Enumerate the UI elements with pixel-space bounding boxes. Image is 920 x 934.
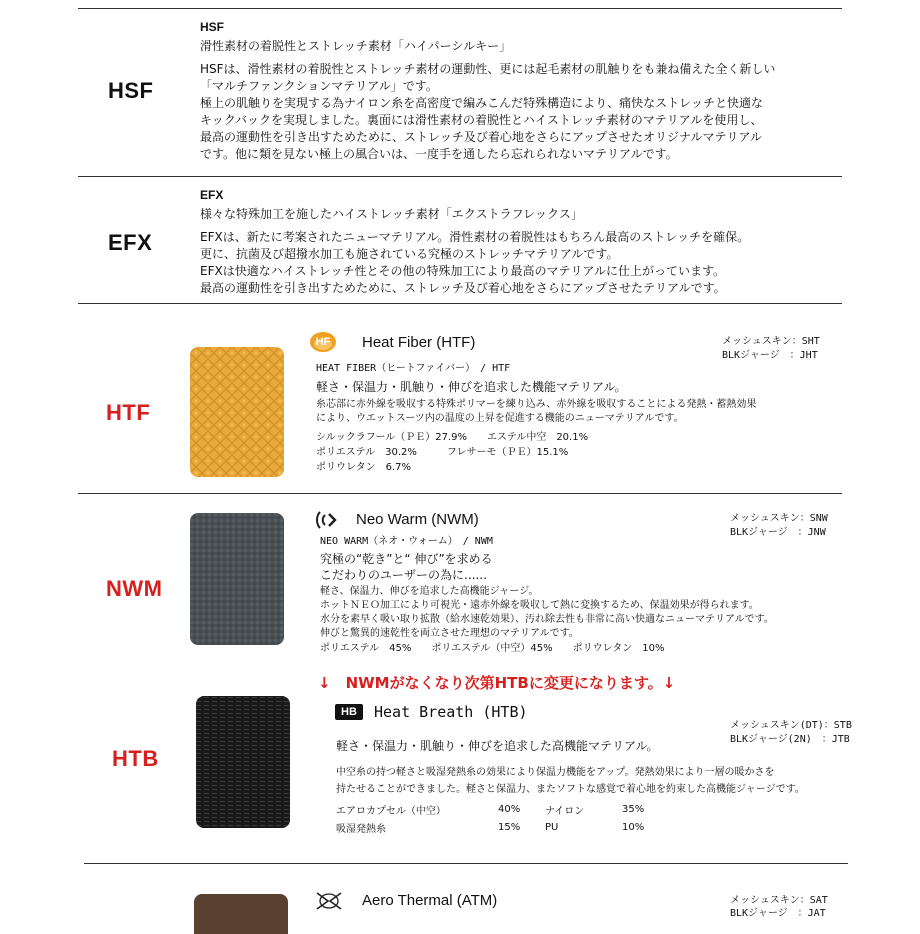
- nwm-composition: ポリエステル 45% ポリエステル（中空）45% ポリウレタン 10%: [320, 643, 665, 654]
- htb-tagline: 軽さ・保温力・肌触り・伸びを追求した高機能マテリアル。: [336, 739, 659, 753]
- htb-jersey-code: BLKジャージ(2N) ：JTB: [730, 734, 850, 745]
- htb-comp-pct: 10%: [622, 821, 645, 833]
- nwm-catch-line-2: こだわりのユーザーの為に......: [320, 568, 487, 582]
- nwm-swatch-texture: [190, 513, 284, 645]
- htf-desc-line: により、ウエットスーツ内の温度の上昇を促進する機能のニューマテリアルです。: [316, 413, 684, 424]
- htf-tagline: 軽さ・保温力・肌触り・伸びを追求した機能マテリアル。: [316, 380, 627, 394]
- nwm-skin-code: メッシュスキン：SNW: [730, 513, 828, 524]
- table-row: [336, 818, 656, 836]
- divider-top: [78, 8, 842, 9]
- nwm-desc-line: 水分を素早く吸い取り拡散（給水速乾効果）、汚れ除去性も非常に高い快適なニューマテリアルです。: [320, 614, 774, 625]
- htf-title: Heat Fiber (HTF): [362, 334, 476, 351]
- efx-body-line: 最高の運動性を引き出すためために、ストレッチ及び着心地をさらにアップさせたテリアルです。: [200, 281, 726, 295]
- htb-comp-pct: 40%: [498, 803, 521, 815]
- htb-composition-table: [336, 800, 656, 836]
- hsf-heading-code: HSF: [200, 20, 224, 34]
- htb-comp-pct: 35%: [622, 803, 645, 815]
- htb-title: Heat Breath (HTB): [374, 703, 528, 721]
- htb-swatch-texture: [196, 696, 290, 828]
- htb-desc: [336, 764, 805, 798]
- nwm-desc-line: 軽さ、保温力、伸びを追求した高機能ジャージ。: [320, 586, 539, 597]
- htb-comp-pct: 15%: [498, 821, 521, 833]
- htb-logo-icon: [334, 702, 364, 722]
- nwm-fabric-swatch: [190, 513, 284, 645]
- nwm-desc-line: 伸びと驚異的速乾性を両立させた理想のマテリアルです。: [320, 628, 579, 639]
- nwm-desc: [320, 585, 774, 641]
- warm-waves-icon: [314, 510, 338, 530]
- htf-code: HTF: [106, 400, 151, 425]
- hsf-code: HSF: [108, 78, 154, 103]
- nwm-jersey-code: BLKジャージ ：JNW: [730, 527, 826, 538]
- efx-body-line: 更に、抗菌及び超撥水加工も施されている究極のストレッチマテリアルです。: [200, 247, 619, 261]
- htf-composition: [316, 430, 588, 475]
- divider-htf-nwm: [78, 493, 842, 494]
- htb-desc-line: 持たせることができました。軽さと保温力、またソフトな感覚で着心地を約束した高機能ジャージです。: [336, 784, 805, 795]
- aero-thermal-icon: [314, 890, 344, 912]
- htb-code: HTB: [112, 746, 159, 771]
- efx-subtitle: 様々な特殊加工を施したハイストレッチ素材「エクストラフレックス」: [200, 207, 583, 221]
- htf-desc: [316, 398, 756, 426]
- htf-comp-line: シルックラフール（ＰＥ）27.9% エステル中空 20.1%: [316, 432, 589, 443]
- nwm-title: Neo Warm (NWM): [356, 511, 479, 528]
- htf-swatch-texture: [190, 347, 284, 477]
- hsf-body-line: HSFは、滑性素材の着脱性とストレッチ素材の運動性、更には起毛素材の肌触りをも兼ね備えた全く新しい: [200, 62, 776, 76]
- htb-desc-line: 中空糸の持つ軽さと吸湿発熱糸の効果により保温力機能をアップ。発熱効果により一層の暖かさを: [336, 767, 775, 778]
- htf-logo-icon: [309, 331, 337, 353]
- hsf-body-line: です。他に類を見ない極上の風合いは、一度手を通したら忘れられないマテリアルです。: [200, 147, 678, 161]
- efx-body-line: EFXは快適なハイストレッチ性とその他の特殊加工により最高のマテリアルに仕上がっています。: [200, 264, 726, 278]
- hsf-body-line: 「マルチファンクションマテリアル」です。: [200, 79, 438, 93]
- hsf-body-line: キックバックを実現しました。裏面には滑性素材の着脱性とハイストレッチ素材のマテリアルを使用し、: [200, 113, 763, 127]
- htf-fabric-swatch: [190, 347, 284, 477]
- nwm-code: NWM: [106, 576, 163, 601]
- divider-htb-atm: [84, 863, 848, 864]
- atm-logo-icon: [314, 890, 344, 912]
- divider-efx-htf: [78, 303, 842, 304]
- nwm-logo-icon: [314, 510, 338, 530]
- efx-code: EFX: [108, 230, 153, 255]
- efx-body: [200, 229, 749, 297]
- nwm-desc-line: ホットＮＥＯ加工により可視光・遠赤外線を吸収して熱に変換するため、保温効果が得られます。: [320, 600, 759, 611]
- atm-jersey-code: BLKジャージ ：JAT: [730, 908, 826, 919]
- atm-title: Aero Thermal (ATM): [362, 892, 498, 909]
- nwm-name-line: NEO WARM（ネオ・ウォーム） / NWM: [320, 536, 493, 547]
- htf-comp-line: ポリエステル 30.2% フレサーモ（ＰＥ）15.1%: [316, 447, 569, 458]
- hsf-body-line: 最高の運動性を引き出すためために、ストレッチ及び着心地をさらにアップさせたオリジナルマテリアル: [200, 130, 762, 144]
- hsf-body-line: 極上の肌触りを実現する為ナイロン糸を高密度で編みこんだ特殊構造により、痛快なストレッチと快適な: [200, 96, 764, 110]
- atm-skin-code: メッシュスキン：SAT: [730, 895, 828, 906]
- nwm-catch-line-1: 究極の“乾き”と“ 伸び”を求める: [320, 552, 493, 566]
- hsf-subtitle: 滑性素材の着脱性とストレッチ素材「ハイパーシルキー」: [200, 39, 512, 53]
- replacement-notice: ↓ NWMがなくなり次第HTBに変更になります。↓: [318, 674, 676, 692]
- htf-name-line: HEAT FIBER（ヒートファイバー） / HTF: [316, 363, 511, 374]
- htb-logo-text: HB: [341, 706, 357, 718]
- htb-comp-name: PU: [545, 821, 559, 833]
- htf-desc-line: 糸芯部に赤外線を吸収する特殊ポリマーを練り込み、赤外線を吸収することによる発熱・蓄熱効果: [316, 399, 757, 410]
- htb-comp-name: ナイロン: [545, 805, 585, 817]
- efx-heading-code: EFX: [200, 188, 224, 202]
- htb-fabric-swatch: [196, 696, 290, 828]
- divider-hsf-efx: [78, 176, 842, 177]
- table-row: [336, 800, 656, 818]
- htf-logo-text: HF: [315, 336, 331, 348]
- atm-fabric-swatch: [194, 894, 288, 934]
- htb-skin-code: メッシュスキン(DT)：STB: [730, 720, 852, 731]
- htf-skin-code: メッシュスキン：SHT: [722, 336, 820, 347]
- htf-comp-line: ポリウレタン 6.7%: [316, 462, 412, 473]
- htf-jersey-code: BLKジャージ ：JHT: [722, 350, 818, 361]
- htb-comp-name: エアロカプセル（中空）: [336, 805, 446, 817]
- hsf-body: [200, 61, 775, 163]
- htb-comp-name: 吸湿発熱糸: [336, 823, 386, 835]
- efx-body-line: EFXは、新たに考案されたニューマテリアル。滑性素材の着脱性はもちろん最高のストレッチを確保。: [200, 230, 750, 244]
